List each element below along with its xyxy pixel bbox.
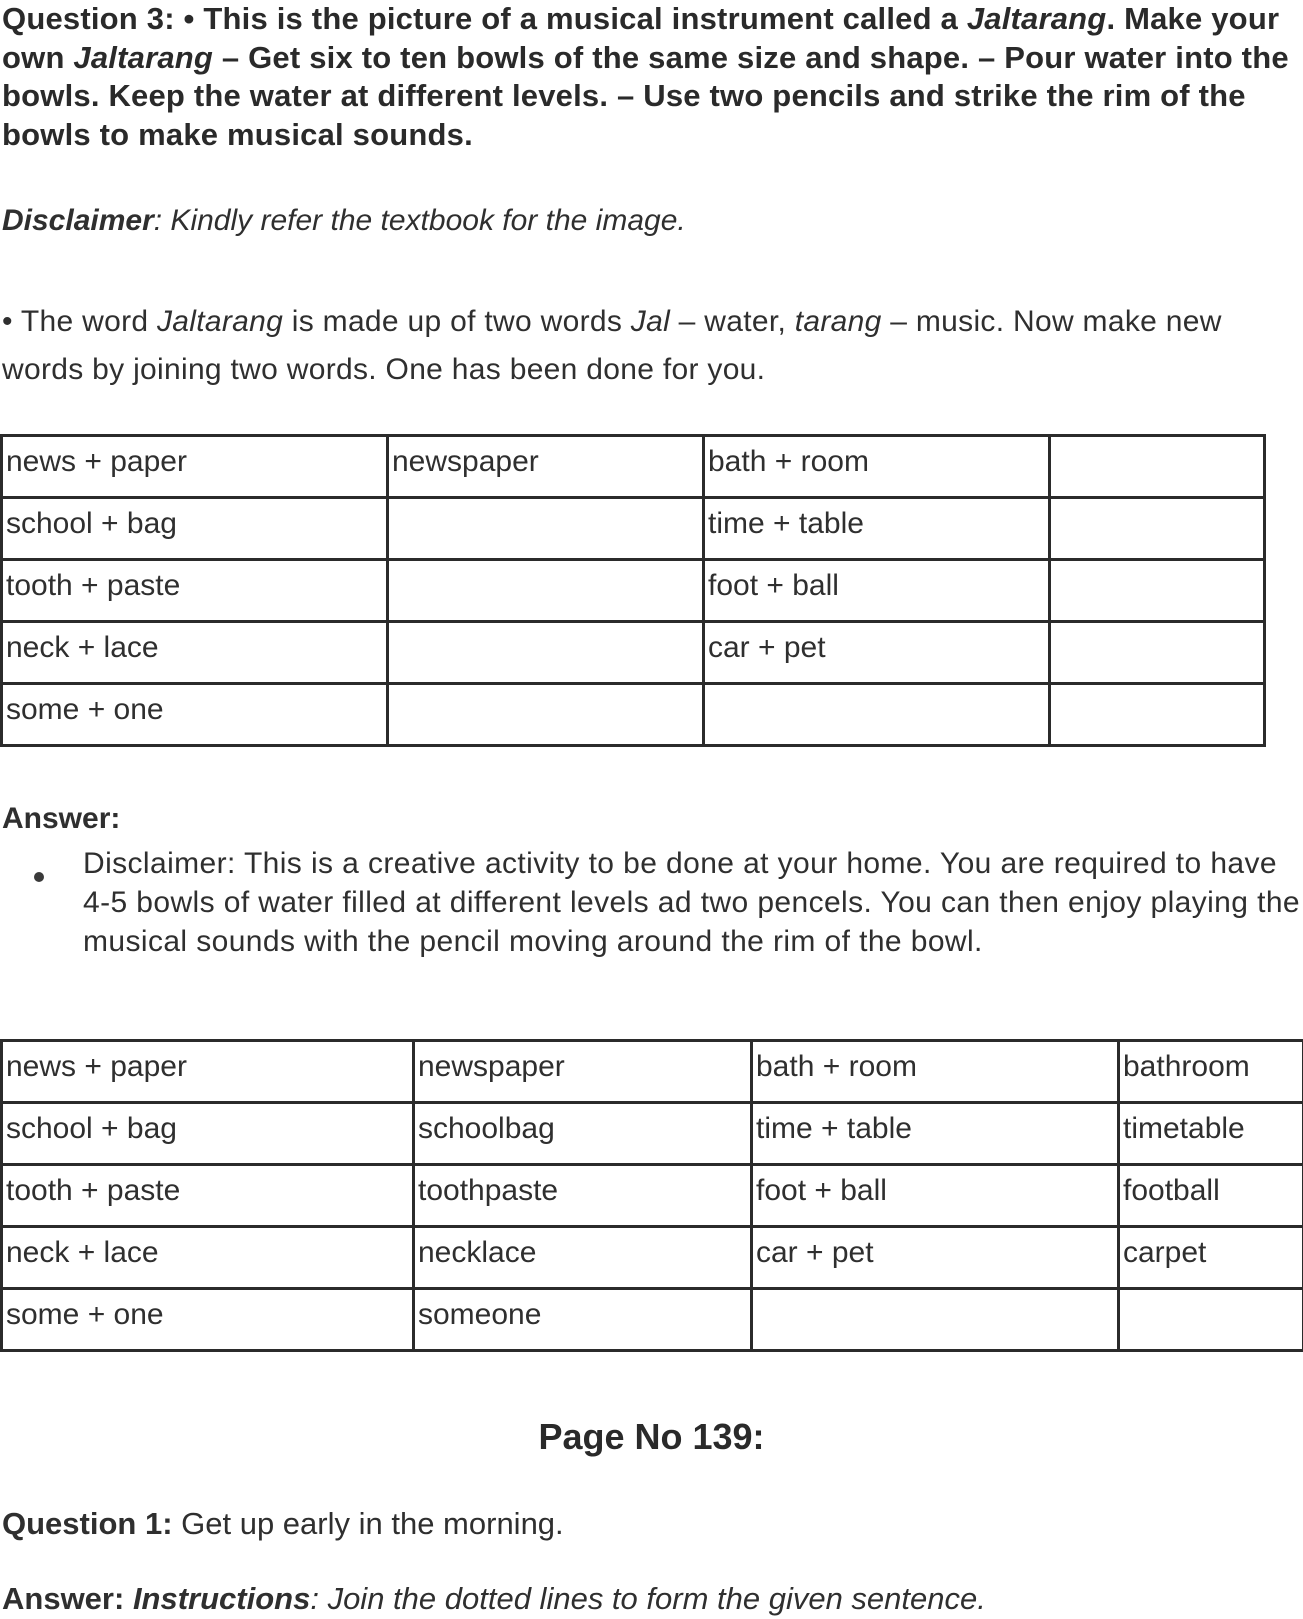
table-cell: necklace bbox=[414, 1227, 752, 1289]
page-heading: Page No 139: bbox=[538, 1416, 765, 1457]
answer-table bbox=[0, 1039, 1303, 1352]
table-cell: news + paper bbox=[2, 436, 388, 498]
table-cell: bath + room bbox=[704, 436, 1050, 498]
table-cell bbox=[704, 684, 1050, 746]
question-3-label: Question 3: bbox=[2, 1, 175, 36]
table-cell bbox=[388, 622, 704, 684]
table-cell: tooth + paste bbox=[2, 1165, 414, 1227]
table-cell: car + pet bbox=[704, 622, 1050, 684]
table-cell bbox=[1050, 498, 1265, 560]
table-cell bbox=[1050, 560, 1265, 622]
table-cell bbox=[1050, 436, 1265, 498]
answer-heading: Answer: bbox=[2, 802, 121, 835]
table-cell bbox=[1050, 622, 1265, 684]
table-row bbox=[2, 684, 1265, 746]
table-cell: neck + lace bbox=[2, 622, 388, 684]
table-row bbox=[2, 1227, 1303, 1289]
table-row bbox=[2, 436, 1265, 498]
table-cell: school + bag bbox=[2, 1103, 414, 1165]
table-cell bbox=[1050, 684, 1265, 746]
table-cell bbox=[388, 498, 704, 560]
table-cell: newspaper bbox=[388, 436, 704, 498]
table-row bbox=[2, 1103, 1303, 1165]
table-cell: bathroom bbox=[1119, 1041, 1303, 1103]
table-row bbox=[2, 622, 1265, 684]
table-row bbox=[2, 1165, 1303, 1227]
answer-1: Answer: Instructions: Join the dotted lines to form the given sentence. bbox=[2, 1581, 986, 1616]
table-cell: news + paper bbox=[2, 1041, 414, 1103]
table-cell bbox=[1119, 1289, 1303, 1351]
table-cell: carpet bbox=[1119, 1227, 1303, 1289]
table-row bbox=[2, 498, 1265, 560]
table-cell: newspaper bbox=[414, 1041, 752, 1103]
table-cell: some + one bbox=[2, 684, 388, 746]
table-cell: football bbox=[1119, 1165, 1303, 1227]
table-cell: time + table bbox=[752, 1103, 1119, 1165]
answer-bullet-text: Disclaimer: This is a creative activity to be done at your home. You are required to have 4-5 bowls of water filled at different levels ad two pencels. You can then enjoy playing the musical sounds with the pencil moving around the rim of the bowl. bbox=[83, 847, 1300, 958]
table-cell: time + table bbox=[704, 498, 1050, 560]
question-3: Question 3: • This is the picture of a musical instrument called a Jaltarang. Make your own Jaltarang – Get six to ten bowls of the same size and shape. – Pour water into the bowls. Keep the water at different levels. – Use two pencils and strike the rim of the bowls to make musical sounds. bbox=[2, 1, 1289, 152]
table-cell bbox=[752, 1289, 1119, 1351]
table-cell: foot + ball bbox=[704, 560, 1050, 622]
table-row bbox=[2, 1041, 1303, 1103]
table-row bbox=[2, 560, 1265, 622]
instruction-paragraph: • The word Jaltarang is made up of two words Jal – water, tarang – music. Now make new words by joining two words. One has been done for you. bbox=[2, 305, 1222, 386]
table-cell: neck + lace bbox=[2, 1227, 414, 1289]
table-cell bbox=[388, 560, 704, 622]
image-disclaimer: Disclaimer: Kindly refer the textbook for the image. bbox=[2, 204, 686, 237]
table-cell: foot + ball bbox=[752, 1165, 1119, 1227]
table-cell: some + one bbox=[2, 1289, 414, 1351]
table-cell: tooth + paste bbox=[2, 560, 388, 622]
table-cell: car + pet bbox=[752, 1227, 1119, 1289]
table-cell: toothpaste bbox=[414, 1165, 752, 1227]
table-cell: someone bbox=[414, 1289, 752, 1351]
question-1: Question 1: Get up early in the morning. bbox=[2, 1506, 564, 1541]
table-cell: bath + room bbox=[752, 1041, 1119, 1103]
exercise-table bbox=[0, 434, 1266, 747]
table-cell: schoolbag bbox=[414, 1103, 752, 1165]
table-cell: timetable bbox=[1119, 1103, 1303, 1165]
bullet-icon bbox=[34, 872, 44, 882]
table-row bbox=[2, 1289, 1303, 1351]
table-cell bbox=[388, 684, 704, 746]
table-cell: school + bag bbox=[2, 498, 388, 560]
